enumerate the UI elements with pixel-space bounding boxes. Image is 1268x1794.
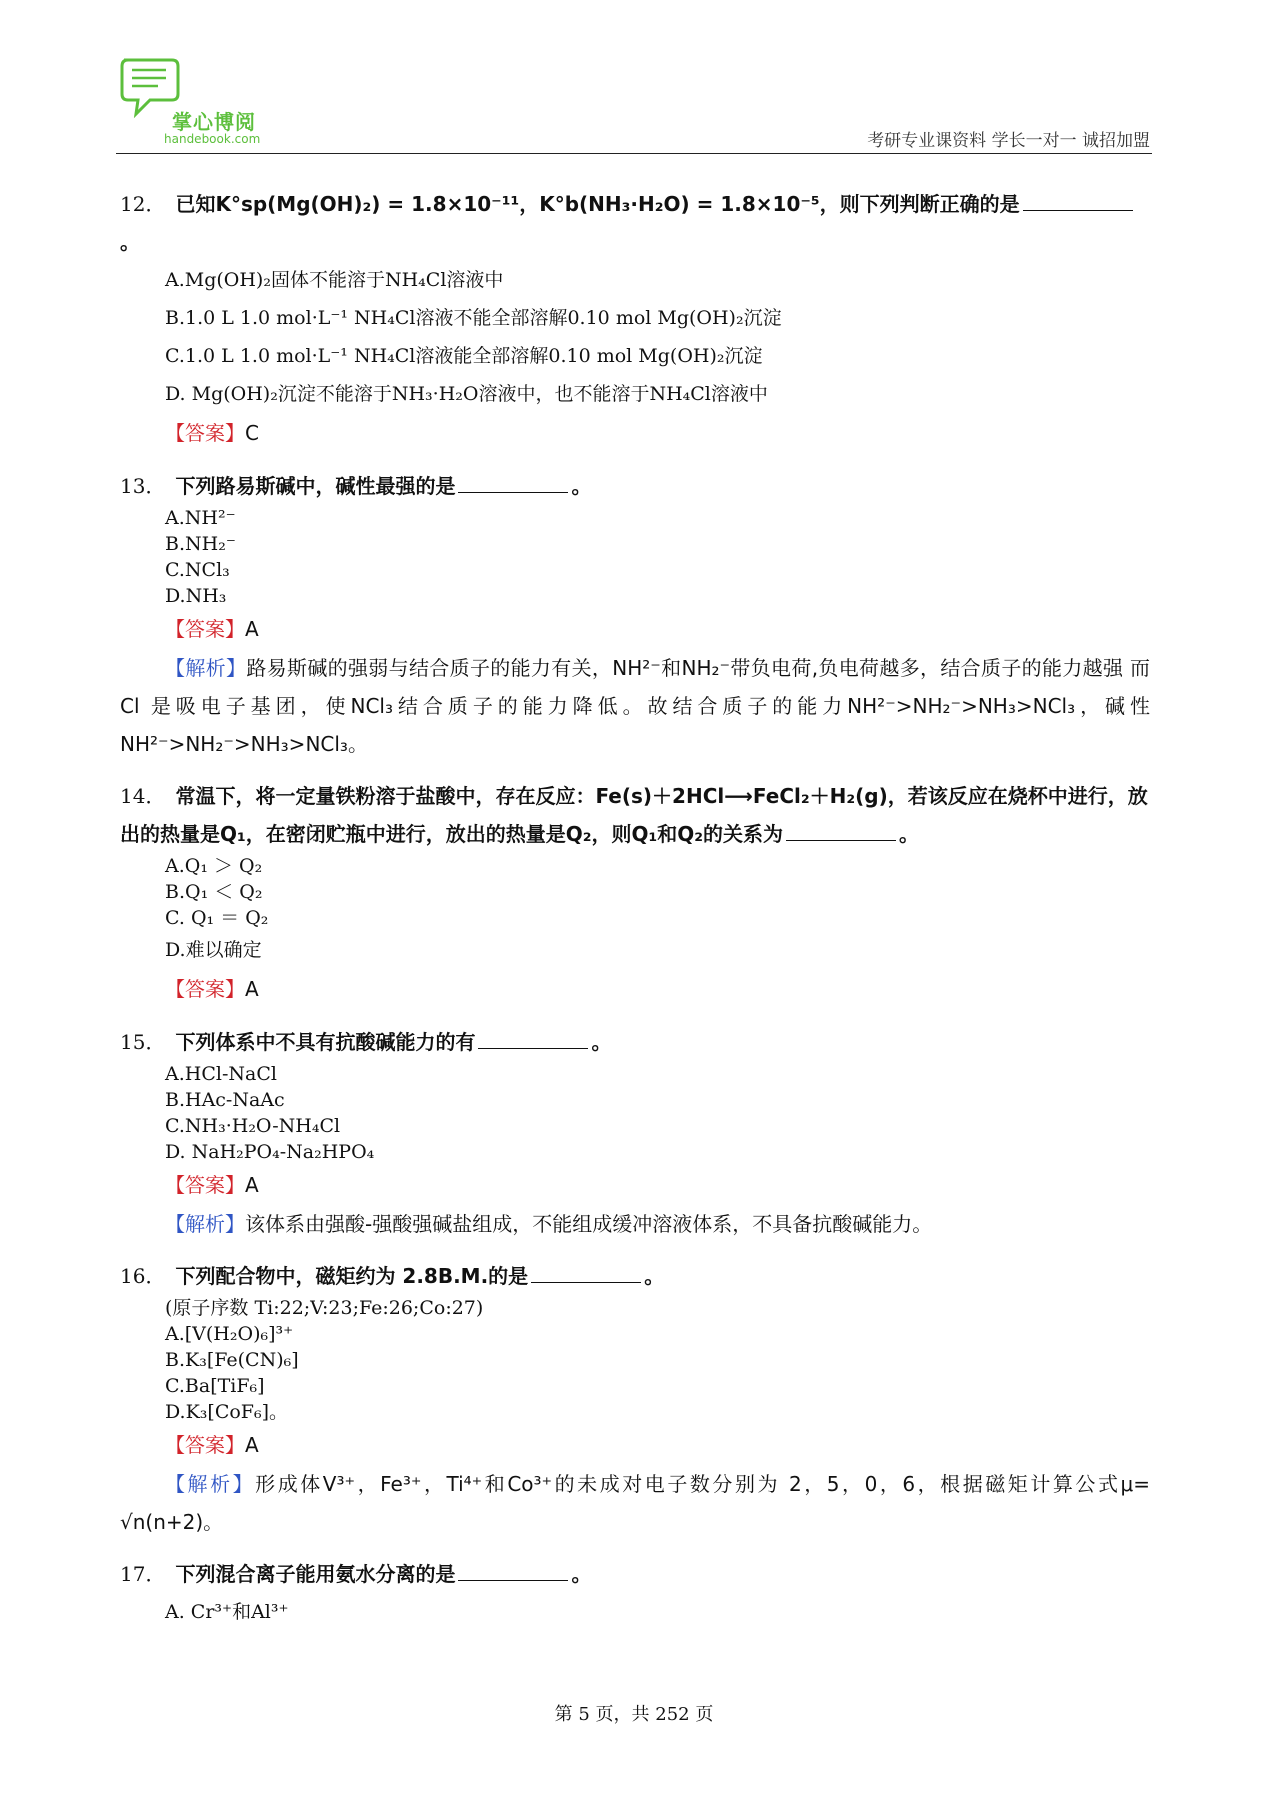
header-divider bbox=[116, 153, 1152, 154]
answer-blank bbox=[1023, 192, 1133, 211]
question-12: 12． 已知K°sp(Mg(OH)₂) = 1.8×10⁻¹¹，K°b(NH₃·H₂O) = 1.8×10⁻⁵，则下列判断正确的是。 A.Mg(OH)₂固体不能溶于NH₄Cl溶液中 B.1.0 L 1.0 mol·L⁻¹ NH₄Cl溶液不能全部溶解0.10 mol Mg(OH)₂沉淀 C.1.0 L 1.0 mol·L⁻¹ NH₄Cl溶液能全部溶解0.10 mol Mg(OH)₂沉淀 D. Mg(OH)₂沉淀不能溶于NH₃·H₂O溶液中，也不能溶于NH₄Cl溶液中 【答案】C bbox=[120, 185, 1150, 453]
answer-line bbox=[120, 1425, 1150, 1465]
question-number: 17． bbox=[120, 1562, 166, 1586]
answer-blank bbox=[478, 1030, 588, 1049]
option-a: A.[V(H₂O)₆]³⁺ bbox=[165, 1323, 294, 1345]
option-a: A.HCl-NaCl bbox=[165, 1063, 277, 1085]
question-stem: 常温下，将一定量铁粉溶于盐酸中，存在反应：Fe(s)＋2HCl⟶FeCl₂＋H₂(g)，若该反应在烧杯中进行，放出的热量是Q₁，在密闭贮瓶中进行，放出的热量是Q₂，则Q₁和Q₂的关系为 bbox=[120, 784, 1148, 846]
question-stem: 下列配合物中，磁矩约为 2.8B.M.的是 bbox=[175, 1264, 529, 1288]
question-number: 16． bbox=[120, 1264, 166, 1288]
answer-line bbox=[120, 969, 1150, 1009]
option-b: B.NH₂⁻ bbox=[165, 533, 236, 555]
analysis-paragraph bbox=[120, 1465, 1150, 1541]
page-number: 第 5 页，共 252 页 bbox=[554, 1704, 714, 1725]
question-15: 15． 下列体系中不具有抗酸碱能力的有 。 A.HCl-NaCl B.HAc-NaAc C.NH₃·H₂O-NH₄Cl D. NaH₂PO₄-Na₂HPO₄ 【答案】A 【解析】该体系由强酸-强酸强碱盐组成，不能组成缓冲溶液体系，不具备抗酸碱能力。 bbox=[120, 1023, 1150, 1243]
option-b: B.K₃[Fe(CN)₆] bbox=[165, 1349, 299, 1371]
option-c: C.1.0 L 1.0 mol·L⁻¹ NH₄Cl溶液能全部溶解0.10 mol Mg(OH)₂沉淀 bbox=[165, 345, 763, 367]
answer-blank bbox=[458, 1562, 568, 1581]
option-d: D. NaH₂PO₄-Na₂HPO₄ bbox=[165, 1141, 375, 1163]
option-c: C.Ba[TiF₆] bbox=[165, 1375, 265, 1397]
analysis-paragraph bbox=[120, 1205, 1150, 1243]
answer-line bbox=[120, 413, 1150, 453]
analysis-paragraph bbox=[120, 649, 1150, 763]
answer-value: A bbox=[245, 1173, 259, 1197]
question-list bbox=[120, 185, 1150, 1645]
header-tagline: 考研专业课资料 学长一对一 诚招加盟 bbox=[867, 131, 1150, 151]
option-b: B.HAc-NaAc bbox=[165, 1089, 285, 1111]
analysis-text: 该体系由强酸-强酸强碱盐组成，不能组成缓冲溶液体系，不具备抗酸碱能力。 bbox=[245, 1212, 933, 1236]
option-b: B.1.0 L 1.0 mol·L⁻¹ NH₄Cl溶液不能全部溶解0.10 mol Mg(OH)₂沉淀 bbox=[165, 307, 782, 329]
answer-blank bbox=[531, 1264, 641, 1283]
answer-value: A bbox=[245, 1433, 259, 1457]
option-a: A. Cr³⁺和Al³⁺ bbox=[165, 1601, 289, 1623]
question-stem: 下列体系中不具有抗酸碱能力的有 bbox=[175, 1030, 476, 1054]
question-stem: 下列混合离子能用氨水分离的是 bbox=[175, 1562, 456, 1586]
question-number: 12． bbox=[120, 192, 166, 216]
analysis-label: 【解析】 bbox=[165, 1472, 256, 1496]
option-a: A.NH²⁻ bbox=[165, 507, 236, 529]
question-number: 14． bbox=[120, 784, 166, 808]
question-17: 17． 下列混合离子能用氨水分离的是 。 A. Cr³⁺和Al³⁺ bbox=[120, 1555, 1150, 1631]
option-d: D.难以确定 bbox=[165, 939, 262, 961]
question-stem: 下列路易斯碱中，碱性最强的是 bbox=[175, 474, 456, 498]
option-b: B.Q₁ ＜ Q₂ bbox=[165, 881, 263, 903]
analysis-text: 形成体V³⁺，Fe³⁺，Ti⁴⁺和Co³⁺的未成对电子数分别为 2，5，0，6，根据磁矩计算公式μ= √n(n+2)。 bbox=[120, 1472, 1150, 1534]
answer-blank bbox=[786, 822, 896, 841]
question-number: 13． bbox=[120, 474, 166, 498]
option-d: D.K₃[CoF₆]。 bbox=[165, 1401, 289, 1423]
question-note: (原子序数 Ti:22;V:23;Fe:26;Co:27) bbox=[165, 1297, 484, 1319]
answer-label: 【答案】 bbox=[165, 617, 245, 641]
analysis-label: 【解析】 bbox=[165, 1212, 245, 1236]
answer-value: A bbox=[245, 977, 259, 1001]
option-c: C. Q₁ ＝ Q₂ bbox=[165, 907, 269, 929]
question-14: 14． 常温下，将一定量铁粉溶于盐酸中，存在反应：Fe(s)＋2HCl⟶FeCl₂＋H₂(g)，若该反应在烧杯中进行，放出的热量是Q₁，在密闭贮瓶中进行，放出的热量是Q₂，则Q₁和Q₂的关系为 。 A.Q₁ ＞ Q₂ B.Q₁ ＜ Q₂ C. Q₁ ＝ Q₂ D.难以确定 【答案】A bbox=[120, 777, 1150, 1009]
analysis-text: 路易斯碱的强弱与结合质子的能力有关，NH²⁻和NH₂⁻带负电荷,负电荷越多，结合质子的能力越强 而 Cl 是吸电子基团，使NCl₃结合质子的能力降低。故结合质子的能力NH²⁻>NH₂⁻>NH₃>NCl₃，碱性NH²⁻>NH₂⁻>NH₃>NCl₃。 bbox=[120, 656, 1151, 756]
option-c: C.NH₃·H₂O-NH₄Cl bbox=[165, 1115, 341, 1137]
answer-value: A bbox=[245, 617, 259, 641]
answer-line bbox=[120, 609, 1150, 649]
answer-label: 【答案】 bbox=[165, 421, 245, 445]
answer-blank bbox=[458, 474, 568, 493]
option-d: D. Mg(OH)₂沉淀不能溶于NH₃·H₂O溶液中，也不能溶于NH₄Cl溶液中 bbox=[165, 383, 768, 405]
logo-url: handebook.com bbox=[164, 132, 261, 146]
analysis-label: 【解析】 bbox=[165, 656, 247, 680]
option-a: A.Mg(OH)₂固体不能溶于NH₄Cl溶液中 bbox=[165, 269, 504, 291]
answer-label: 【答案】 bbox=[165, 977, 245, 1001]
question-13: 13． 下列路易斯碱中，碱性最强的是 。 A.NH²⁻ B.NH₂⁻ C.NCl₃ D.NH₃ 【答案】A 【解析】路易斯碱的强弱与结合质子的能力有关，NH²⁻和NH₂⁻带负电荷,负电荷越多，结合质子的能力越强 而 Cl 是吸电子基团，使NCl₃结合质子的能力降低。故结合质子的能力NH²⁻>NH₂⁻>NH₃>NCl₃，碱性NH²⁻>NH₂⁻>NH₃>NCl₃。 bbox=[120, 467, 1150, 763]
answer-line bbox=[120, 1165, 1150, 1205]
question-16: 16． 下列配合物中，磁矩约为 2.8B.M.的是 。 (原子序数 Ti:22;V:23;Fe:26;Co:27) A.[V(H₂O)₆]³⁺ B.K₃[Fe(CN)₆] C.Ba[TiF₆] D.K₃[CoF₆]。 【答案】A 【解析】形成体V³⁺，Fe³⁺，Ti⁴⁺和Co³⁺的未成对电子数分别为 2，5，0，6，根据磁矩计算公式μ= √n(n+2)。 bbox=[120, 1257, 1150, 1541]
option-c: C.NCl₃ bbox=[165, 559, 230, 581]
answer-label: 【答案】 bbox=[165, 1173, 245, 1197]
logo-text: 掌心博阅 bbox=[172, 110, 256, 134]
question-stem: 已知K°sp(Mg(OH)₂) = 1.8×10⁻¹¹，K°b(NH₃·H₂O) = 1.8×10⁻⁵，则下列判断正确的是 bbox=[175, 192, 1020, 216]
option-d: D.NH₃ bbox=[165, 585, 227, 607]
answer-value: C bbox=[245, 421, 259, 445]
option-a: A.Q₁ ＞ Q₂ bbox=[165, 855, 263, 877]
answer-label: 【答案】 bbox=[165, 1433, 245, 1457]
question-number: 15． bbox=[120, 1030, 166, 1054]
